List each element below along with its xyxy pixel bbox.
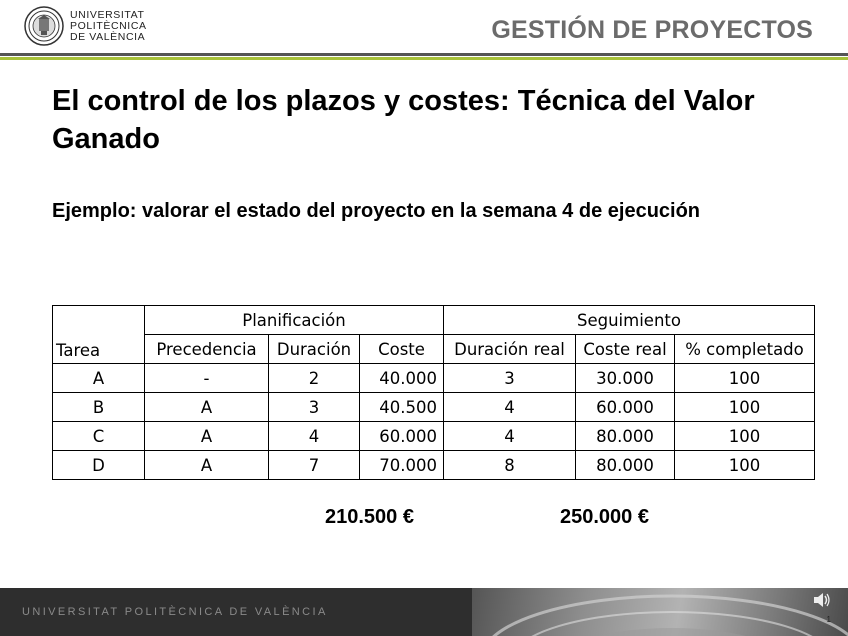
cell-coste-real: 60.000 [576, 393, 675, 422]
cell-coste: 70.000 [360, 451, 444, 480]
table-group-header-row [53, 306, 815, 335]
cell-coste-real: 80.000 [576, 422, 675, 451]
footer-university-name: UNIVERSITAT POLITÈCNICA DE VALÈNCIA [22, 606, 328, 618]
seal-relief-image [472, 588, 848, 636]
header-seguimiento: Seguimiento [444, 306, 815, 335]
header-completado: % completado [675, 335, 815, 364]
university-seal-icon [24, 6, 64, 46]
cell-tarea: B [53, 393, 145, 422]
header-divider-dark [0, 53, 848, 56]
cell-coste-real: 80.000 [576, 451, 675, 480]
page-number: 1 [826, 615, 831, 624]
cell-precedencia: A [145, 422, 269, 451]
cell-coste-real: 30.000 [576, 364, 675, 393]
footer-seal-photo [472, 588, 848, 636]
cell-completado: 100 [675, 393, 815, 422]
slide-title: El control de los plazos y costes: Técnica del Valor Ganado [52, 85, 755, 155]
speaker-icon[interactable] [812, 592, 832, 608]
cell-coste: 60.000 [360, 422, 444, 451]
cell-duracion: 2 [269, 364, 360, 393]
header-duracion: Duración [269, 335, 360, 364]
header-coste-real: Coste real [576, 335, 675, 364]
cell-coste: 40.000 [360, 364, 444, 393]
cell-completado: 100 [675, 422, 815, 451]
table-row [53, 451, 815, 480]
header-planificacion: Planificación [145, 306, 444, 335]
cell-tarea: A [53, 364, 145, 393]
table-row [53, 422, 815, 451]
cell-precedencia: A [145, 393, 269, 422]
cell-tarea: D [53, 451, 145, 480]
university-logo [24, 6, 147, 46]
table-row [53, 393, 815, 422]
logo-line-3: DE VALÈNCIA [70, 30, 146, 43]
header-coste: Coste [360, 335, 444, 364]
course-title: GESTIÓN DE PROYECTOS [491, 16, 813, 44]
cell-duracion: 4 [269, 422, 360, 451]
cell-precedencia: A [145, 451, 269, 480]
cell-duracion: 7 [269, 451, 360, 480]
slide-footer [0, 588, 848, 636]
cell-tarea: C [53, 422, 145, 451]
university-wordmark [70, 10, 147, 43]
project-table [52, 305, 815, 480]
cell-precedencia: - [145, 364, 269, 393]
total-seguimiento: 250.000 € [560, 506, 649, 528]
header-divider-green [0, 57, 848, 60]
cell-coste: 40.500 [360, 393, 444, 422]
table-column-header-row [53, 335, 815, 364]
cell-completado: 100 [675, 451, 815, 480]
cell-duracion-real: 4 [444, 422, 576, 451]
logo-line-1: UNIVERSITAT [70, 8, 145, 21]
total-planificacion: 210.500 € [325, 506, 414, 528]
header-precedencia: Precedencia [145, 335, 269, 364]
cell-duracion-real: 3 [444, 364, 576, 393]
slide-header [0, 0, 848, 58]
cell-completado: 100 [675, 364, 815, 393]
slide-subtitle: Ejemplo: valorar el estado del proyecto en la semana 4 de ejecución [52, 200, 701, 222]
logo-line-2: POLITÈCNICA [70, 19, 147, 32]
cell-duracion: 3 [269, 393, 360, 422]
cell-duracion-real: 4 [444, 393, 576, 422]
header-duracion-real: Duración real [444, 335, 576, 364]
cell-duracion-real: 8 [444, 451, 576, 480]
header-tarea: Tarea [53, 306, 145, 364]
table-row [53, 364, 815, 393]
